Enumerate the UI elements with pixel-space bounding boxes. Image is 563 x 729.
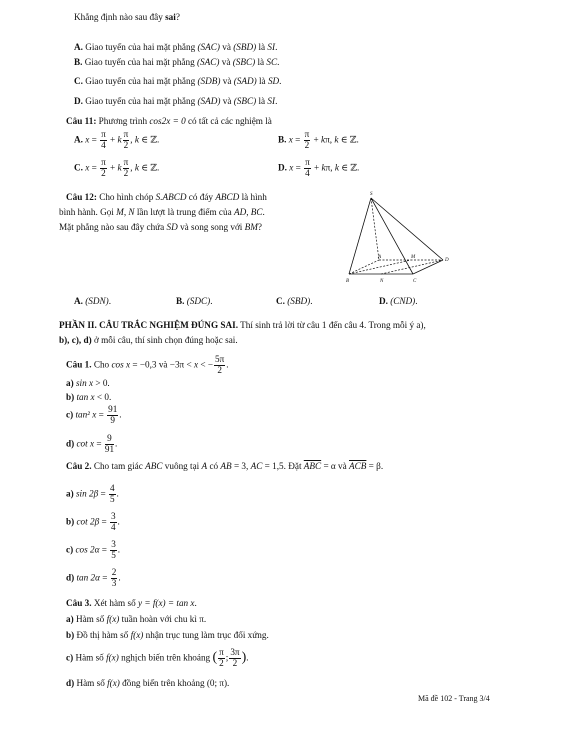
label-D: D (445, 258, 449, 263)
q12-option-a: A. (SDN). (74, 296, 112, 306)
q11-option-b: B. x = $\frac{\pi}{2}$ + kπ, k ∈ ℤ. (278, 129, 359, 150)
edge-SC (371, 198, 413, 274)
c2-item-c: c) cos 2α = $\frac{3}{5}$ . (66, 539, 121, 560)
part2-title: PHẦN II. CÂU TRẮC NGHIỆM ĐÚNG SAI. Thí sinh trả lời từ câu 1 đến câu 4. Trong mỗi ý a), (59, 320, 426, 330)
c2-item-b: b) cot 2β = $\frac{3}{4}$ . (66, 511, 120, 532)
q10-option-a: A. Giao tuyến của hai mặt phẳng (SAC) và (SBD) là SI. (74, 42, 278, 52)
c3-item-d: d) Hàm số f(x) đồng biến trên khoảng (0; π). (66, 678, 230, 688)
q12-line1: Câu 12: Cho hình chóp S.ABCD có đáy ABCD là hình (66, 192, 267, 202)
q11-stem: Câu 11: Phương trình cos2x = 0 có tất cả các nghiệm là (66, 116, 272, 126)
segment-BM (349, 260, 411, 274)
c3-item-c: c) Hàm số f(x) nghịch biến trên khoảng ( $\frac{\pi}{2}$ ; $\frac{3\pi}{2}$ ). (66, 647, 249, 668)
q11-option-c: C. x = $\frac{\pi}{2}$ + k $\frac{\pi}{2}$ , k ∈ ℤ. (74, 157, 160, 178)
c2-stem: Câu 2. Cho tam giác ABC vuông tại A có AB = 3, AC = 1,5. Đặt $\overline{ABC} = \alpha$ và $\overline{ACB} = \beta$. (66, 461, 384, 471)
page-footer: Mã đề 102 - Trang 3/4 (418, 694, 490, 703)
c2-item-a: a) sin 2β = $\frac{4}{5}$ . (66, 483, 119, 504)
q10-option-c: C. Giao tuyến của hai mặt phẳng (SDB) và (SAD) là SD. (74, 76, 282, 86)
edge-SA (371, 198, 379, 260)
q12-option-b: B. (SDC). (176, 296, 213, 306)
c3-item-a: a) Hàm số f(x) tuần hoàn với chu kì π. (66, 614, 207, 624)
q10-option-b: B. Giao tuyến của hai mặt phẳng (SAC) và (SBC) là SC. (74, 57, 280, 67)
label-N: N (380, 279, 384, 284)
c2-item-d: d) tan 2α = $\frac{2}{3}$ . (66, 567, 121, 588)
edge-BA (349, 260, 379, 274)
q12-line2: bình hành. Gọi M, N lần lượt là trung điểm của AD, BC. (59, 207, 265, 217)
pyramid-figure (335, 188, 455, 292)
c1-item-a: a) sin x > 0. (66, 378, 110, 388)
part2-instructions: b), c), d) ở mỗi câu, thí sinh chọn đúng hoặc sai. (59, 335, 238, 345)
c3-stem: Câu 3. Xét hàm số y = f(x) = tan x. (66, 598, 197, 608)
c1-item-d: d) cot x = $\frac{9}{91}$ . (66, 433, 118, 454)
q10-option-d: D. Giao tuyến của hai mặt phẳng (SAD) và (SBC) là SI. (74, 96, 278, 106)
label-A: A (378, 255, 382, 260)
label-C: C (413, 279, 417, 284)
edge-SB (349, 198, 371, 274)
q11-title: Câu 11: (66, 116, 97, 126)
c3-item-b: b) Đồ thị hàm số f(x) nhận trục tung làm trục đối xứng. (66, 630, 269, 640)
q11-option-d: D. x = $\frac{\pi}{4}$ + kπ, k ∈ ℤ. (278, 157, 360, 178)
edge-CD (413, 260, 443, 274)
label-B: B (346, 279, 350, 284)
c1-item-b: b) tan x < 0. (66, 392, 112, 402)
q10-stem: Khẳng định nào sau đây sai? (74, 12, 180, 22)
q12-option-d: D. (CND). (379, 296, 418, 306)
q12-option-c: C. (SBD). (276, 296, 313, 306)
q12-line3: Mặt phẳng nào sau đây chứa SD và song song với BM? (59, 222, 262, 232)
c1-stem: Câu 1. Cho cos x = −0,3 và −3π < x < − $\frac{5\pi}{2}$ . (66, 354, 229, 375)
q11-option-a: A. x = $\frac{\pi}{4}$ + k $\frac{\pi}{2}$ , k ∈ ℤ. (74, 129, 160, 150)
label-M: M (411, 255, 416, 260)
c1-item-c: c) tan² x = $\frac{91}{9}$ . (66, 404, 122, 425)
edge-SD (371, 198, 443, 260)
label-S: S (370, 192, 373, 197)
q12-title: Câu 12: (66, 192, 97, 202)
